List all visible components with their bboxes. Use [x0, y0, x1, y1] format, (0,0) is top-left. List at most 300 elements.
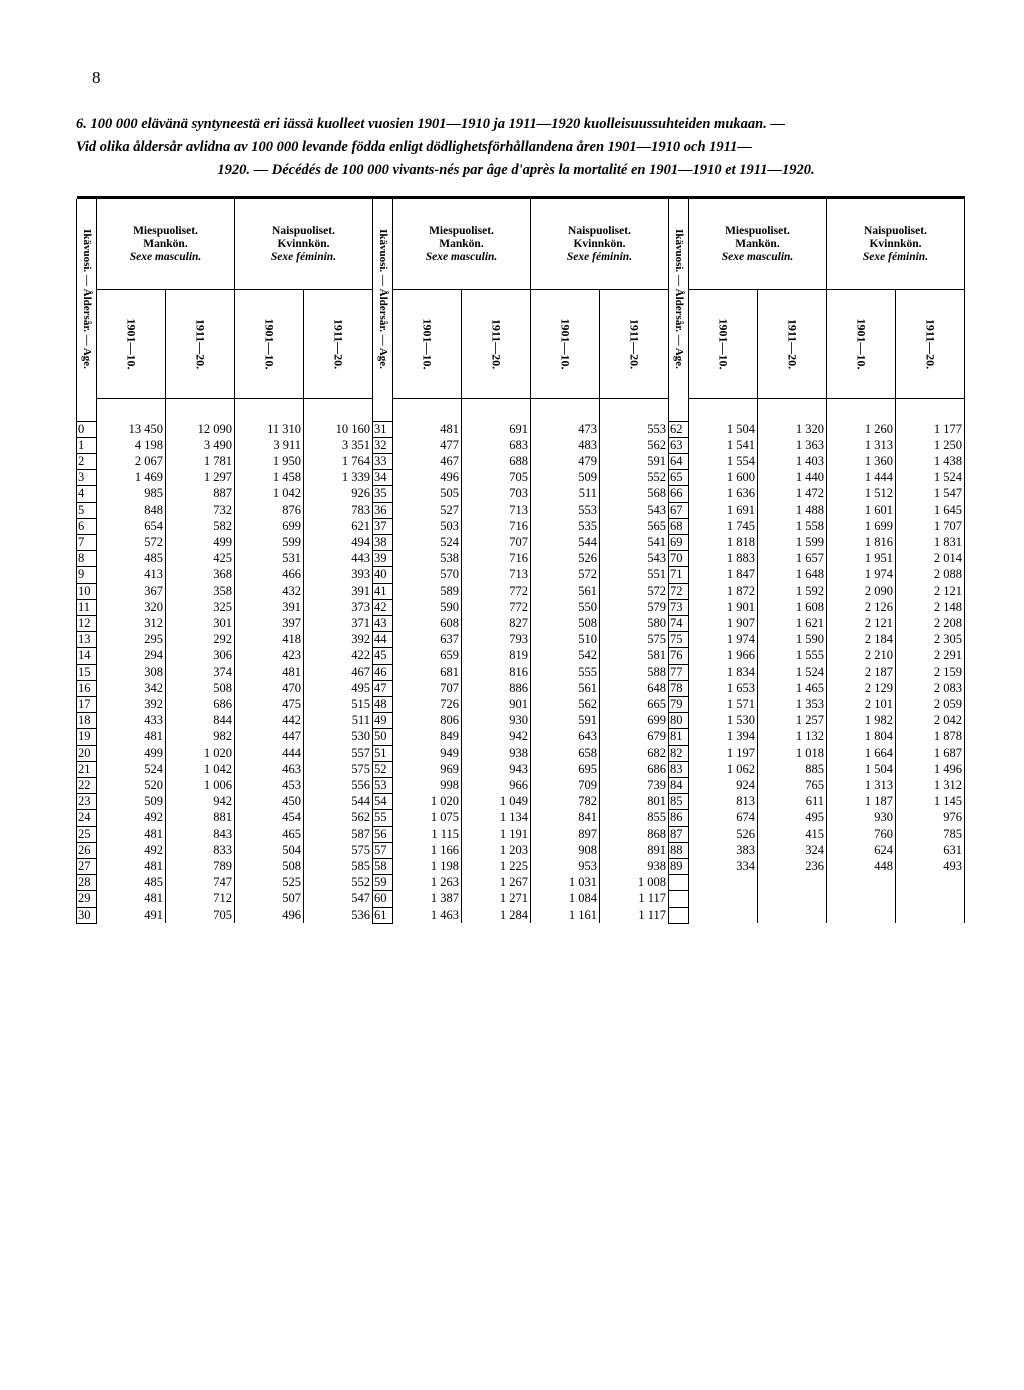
value-cell: 765 [758, 777, 827, 793]
age-cell: 87 [669, 826, 689, 842]
age-cell: 16 [77, 680, 97, 696]
value-cell: 475 [235, 696, 304, 712]
value-cell: 686 [600, 761, 669, 777]
value-cell: 1 313 [827, 777, 896, 793]
value-cell: 481 [235, 664, 304, 680]
period-header-label: 1911—20. [785, 318, 800, 370]
table-row [77, 599, 965, 615]
value-cell: 1 601 [827, 502, 896, 518]
value-cell: 447 [235, 729, 304, 745]
value-cell [896, 891, 965, 907]
value-cell: 10 160 [304, 421, 373, 437]
value-cell: 515 [304, 696, 373, 712]
age-cell: 58 [373, 858, 393, 874]
caption-line-finnish: 6. 100 000 elävänä syntyneestä eri iässä kuolleet vuosien 1901—1910 ja 1911—1920 kuolleisuussuhteiden mukaan. — [76, 116, 785, 132]
value-cell: 491 [97, 907, 166, 923]
value-cell: 782 [531, 794, 600, 810]
value-cell: 2 184 [827, 632, 896, 648]
value-cell: 1 472 [758, 486, 827, 502]
value-cell: 2 148 [896, 599, 965, 615]
table-row [77, 761, 965, 777]
mortality-table [76, 196, 965, 924]
table-row [77, 826, 965, 842]
age-cell: 18 [77, 713, 97, 729]
period-1911-20-header [304, 290, 373, 399]
period-header-label: 1901—10. [262, 318, 277, 370]
value-cell: 543 [600, 502, 669, 518]
age-cell: 9 [77, 567, 97, 583]
value-cell: 1 831 [896, 534, 965, 550]
value-cell: 659 [393, 648, 462, 664]
value-cell: 544 [531, 534, 600, 550]
value-cell: 703 [462, 486, 531, 502]
period-header-label: 1911—20. [193, 318, 208, 370]
age-cell: 63 [669, 437, 689, 453]
age-cell: 72 [669, 583, 689, 599]
age-column-header [373, 199, 393, 399]
female-group-header [531, 199, 669, 290]
age-cell: 5 [77, 502, 97, 518]
value-cell: 1 590 [758, 632, 827, 648]
value-cell: 1 504 [827, 761, 896, 777]
value-cell: 467 [304, 664, 373, 680]
age-cell: 3 [77, 470, 97, 486]
value-cell: 588 [600, 664, 669, 680]
value-cell: 530 [304, 729, 373, 745]
value-cell: 1 363 [758, 437, 827, 453]
value-cell: 848 [97, 502, 166, 518]
age-cell: 61 [373, 907, 393, 923]
value-cell: 453 [235, 777, 304, 793]
value-cell: 943 [462, 761, 531, 777]
value-cell: 508 [166, 680, 235, 696]
value-cell: 485 [97, 875, 166, 891]
value-cell: 1 458 [235, 470, 304, 486]
value-cell: 1 161 [531, 907, 600, 923]
value-cell: 524 [393, 534, 462, 550]
value-cell: 499 [97, 745, 166, 761]
value-cell: 827 [462, 615, 531, 631]
male-header-sv: Mankön. [439, 237, 484, 250]
value-cell: 467 [393, 453, 462, 469]
table-row [77, 470, 965, 486]
value-cell: 1 571 [689, 696, 758, 712]
value-cell: 553 [531, 502, 600, 518]
male-group-header [393, 199, 531, 290]
value-cell: 709 [531, 777, 600, 793]
value-cell: 806 [393, 713, 462, 729]
value-cell: 681 [393, 664, 462, 680]
value-cell: 658 [531, 745, 600, 761]
value-cell: 699 [235, 518, 304, 534]
value-cell: 674 [689, 810, 758, 826]
value-cell: 496 [235, 907, 304, 923]
value-cell: 2 042 [896, 713, 965, 729]
caption-line-swedish: Vid olika åldersår avlidna av 100 000 levande födda enligt dödlighetsförhållandena åren 1901—1910 och 1911— [76, 139, 752, 155]
value-cell: 572 [97, 534, 166, 550]
value-cell [827, 891, 896, 907]
value-cell [689, 875, 758, 891]
age-cell: 88 [669, 842, 689, 858]
value-cell: 1 834 [689, 664, 758, 680]
value-cell: 589 [393, 583, 462, 599]
value-cell: 481 [97, 858, 166, 874]
value-cell: 1 524 [896, 470, 965, 486]
value-cell: 383 [689, 842, 758, 858]
value-cell: 679 [600, 729, 669, 745]
value-cell: 580 [600, 615, 669, 631]
age-cell [669, 907, 689, 923]
age-cell: 68 [669, 518, 689, 534]
value-cell: 2 129 [827, 680, 896, 696]
value-cell: 1 031 [531, 875, 600, 891]
age-cell: 35 [373, 486, 393, 502]
age-cell: 48 [373, 696, 393, 712]
age-cell: 29 [77, 891, 97, 907]
value-cell [758, 907, 827, 923]
value-cell: 292 [166, 632, 235, 648]
value-cell: 1 547 [896, 486, 965, 502]
value-cell [896, 875, 965, 891]
value-cell: 1 645 [896, 502, 965, 518]
value-cell: 493 [896, 858, 965, 874]
age-cell [669, 875, 689, 891]
value-cell: 1 982 [827, 713, 896, 729]
value-cell: 637 [393, 632, 462, 648]
value-cell: 1 512 [827, 486, 896, 502]
value-cell: 1 177 [896, 421, 965, 437]
female-header-sv: Kvinnkön. [869, 237, 922, 250]
age-cell: 79 [669, 696, 689, 712]
table-row [77, 453, 965, 469]
value-cell: 413 [97, 567, 166, 583]
age-cell: 41 [373, 583, 393, 599]
value-cell: 557 [304, 745, 373, 761]
value-cell: 477 [393, 437, 462, 453]
value-cell: 1 608 [758, 599, 827, 615]
value-cell: 1 042 [235, 486, 304, 502]
table-row [77, 551, 965, 567]
age-cell: 86 [669, 810, 689, 826]
value-cell: 526 [689, 826, 758, 842]
table-row [77, 696, 965, 712]
female-header-sv: Kvinnkön. [573, 237, 626, 250]
period-1901-10-header [97, 290, 166, 399]
table-row [77, 680, 965, 696]
female-group-header [235, 199, 373, 290]
value-cell: 926 [304, 486, 373, 502]
value-cell: 425 [166, 551, 235, 567]
value-cell: 479 [531, 453, 600, 469]
value-cell: 423 [235, 648, 304, 664]
male-header-fr: Sexe masculin. [721, 250, 794, 263]
value-cell: 442 [235, 713, 304, 729]
male-header-sv: Mankön. [735, 237, 780, 250]
value-cell: 565 [600, 518, 669, 534]
value-cell: 492 [97, 842, 166, 858]
value-cell: 1 599 [758, 534, 827, 550]
age-cell [669, 891, 689, 907]
value-cell: 611 [758, 794, 827, 810]
age-cell: 57 [373, 842, 393, 858]
value-cell: 443 [304, 551, 373, 567]
value-cell: 3 490 [166, 437, 235, 453]
value-cell: 726 [393, 696, 462, 712]
age-cell: 7 [77, 534, 97, 550]
value-cell: 1 018 [758, 745, 827, 761]
value-cell: 392 [304, 632, 373, 648]
value-cell: 495 [758, 810, 827, 826]
value-cell: 1 804 [827, 729, 896, 745]
value-cell: 901 [462, 696, 531, 712]
age-cell: 54 [373, 794, 393, 810]
age-cell: 47 [373, 680, 393, 696]
value-cell: 547 [304, 891, 373, 907]
value-cell: 1 691 [689, 502, 758, 518]
female-group-header [827, 199, 965, 290]
value-cell: 1 006 [166, 777, 235, 793]
table-row [77, 891, 965, 907]
value-cell: 544 [304, 794, 373, 810]
period-1911-20-header [758, 290, 827, 399]
age-cell: 31 [373, 421, 393, 437]
value-cell: 682 [600, 745, 669, 761]
age-cell: 20 [77, 745, 97, 761]
value-cell: 843 [166, 826, 235, 842]
value-cell: 367 [97, 583, 166, 599]
value-cell: 511 [304, 713, 373, 729]
value-cell: 665 [600, 696, 669, 712]
value-cell: 699 [600, 713, 669, 729]
age-cell: 0 [77, 421, 97, 437]
value-cell: 1 284 [462, 907, 531, 923]
male-header-fr: Sexe masculin. [425, 250, 498, 263]
value-cell: 1 687 [896, 745, 965, 761]
value-cell: 11 310 [235, 421, 304, 437]
value-cell: 1 250 [896, 437, 965, 453]
value-cell: 433 [97, 713, 166, 729]
value-cell: 481 [97, 891, 166, 907]
value-cell: 713 [462, 502, 531, 518]
value-cell: 1 320 [758, 421, 827, 437]
value-cell: 295 [97, 632, 166, 648]
value-cell: 494 [304, 534, 373, 550]
value-cell: 572 [531, 567, 600, 583]
value-cell: 1 263 [393, 875, 462, 891]
value-cell: 712 [166, 891, 235, 907]
value-cell: 985 [97, 486, 166, 502]
value-cell: 2 121 [896, 583, 965, 599]
value-cell: 2 187 [827, 664, 896, 680]
value-cell: 585 [304, 858, 373, 874]
table-row [77, 842, 965, 858]
age-cell: 64 [669, 453, 689, 469]
value-cell: 868 [600, 826, 669, 842]
table-row [77, 794, 965, 810]
value-cell: 3 351 [304, 437, 373, 453]
value-cell: 432 [235, 583, 304, 599]
male-group-header [689, 199, 827, 290]
value-cell: 392 [97, 696, 166, 712]
value-cell: 1 166 [393, 842, 462, 858]
age-cell: 78 [669, 680, 689, 696]
age-cell: 30 [77, 907, 97, 923]
period-1901-10-header [393, 290, 462, 399]
value-cell: 695 [531, 761, 600, 777]
value-cell: 2 067 [97, 453, 166, 469]
male-group-header [97, 199, 235, 290]
value-cell: 713 [462, 567, 531, 583]
value-cell: 1 469 [97, 470, 166, 486]
age-cell: 12 [77, 615, 97, 631]
table-caption [76, 113, 956, 182]
value-cell: 473 [531, 421, 600, 437]
value-cell: 568 [600, 486, 669, 502]
table-row [77, 583, 965, 599]
value-cell: 1 951 [827, 551, 896, 567]
value-cell: 525 [235, 875, 304, 891]
value-cell: 575 [600, 632, 669, 648]
age-header-label: Ikävuosi. — Åldersår. — Age. [376, 228, 389, 369]
value-cell: 1 020 [393, 794, 462, 810]
value-cell: 1 339 [304, 470, 373, 486]
value-cell: 579 [600, 599, 669, 615]
age-cell: 4 [77, 486, 97, 502]
table-row [77, 502, 965, 518]
value-cell: 483 [531, 437, 600, 453]
age-cell: 85 [669, 794, 689, 810]
age-cell: 21 [77, 761, 97, 777]
value-cell: 531 [235, 551, 304, 567]
value-cell: 624 [827, 842, 896, 858]
value-cell: 507 [235, 891, 304, 907]
value-cell: 897 [531, 826, 600, 842]
value-cell: 527 [393, 502, 462, 518]
age-cell: 26 [77, 842, 97, 858]
value-cell: 1 225 [462, 858, 531, 874]
value-cell: 1 271 [462, 891, 531, 907]
value-cell: 1 555 [758, 648, 827, 664]
value-cell: 789 [166, 858, 235, 874]
value-cell: 510 [531, 632, 600, 648]
value-cell: 691 [462, 421, 531, 437]
value-cell: 1 187 [827, 794, 896, 810]
value-cell: 966 [462, 777, 531, 793]
age-cell: 82 [669, 745, 689, 761]
value-cell: 688 [462, 453, 531, 469]
age-cell: 80 [669, 713, 689, 729]
value-cell: 2 059 [896, 696, 965, 712]
age-cell: 39 [373, 551, 393, 567]
page-number: 8 [92, 68, 101, 87]
value-cell: 1 541 [689, 437, 758, 453]
value-cell: 556 [304, 777, 373, 793]
value-cell: 342 [97, 680, 166, 696]
period-header-label: 1901—10. [716, 318, 731, 370]
age-cell: 71 [669, 567, 689, 583]
value-cell: 2 291 [896, 648, 965, 664]
table-row [77, 421, 965, 437]
value-cell: 1 621 [758, 615, 827, 631]
value-cell: 716 [462, 518, 531, 534]
value-cell: 1 592 [758, 583, 827, 599]
period-header-label: 1911—20. [489, 318, 504, 370]
value-cell: 1 950 [235, 453, 304, 469]
period-1911-20-header [896, 290, 965, 399]
male-header-sv: Mankön. [143, 237, 188, 250]
value-cell: 1 115 [393, 826, 462, 842]
value-cell: 1 444 [827, 470, 896, 486]
value-cell: 1 524 [758, 664, 827, 680]
value-cell: 4 198 [97, 437, 166, 453]
value-cell: 1 816 [827, 534, 896, 550]
table-row [77, 567, 965, 583]
value-cell: 1 062 [689, 761, 758, 777]
value-cell: 415 [758, 826, 827, 842]
value-cell: 236 [758, 858, 827, 874]
age-cell: 65 [669, 470, 689, 486]
value-cell [689, 891, 758, 907]
table-row [77, 437, 965, 453]
value-cell: 949 [393, 745, 462, 761]
period-header-label: 1911—20. [627, 318, 642, 370]
age-cell: 42 [373, 599, 393, 615]
value-cell: 1 907 [689, 615, 758, 631]
age-cell: 81 [669, 729, 689, 745]
value-cell: 591 [600, 453, 669, 469]
value-cell: 1 664 [827, 745, 896, 761]
value-cell: 508 [531, 615, 600, 631]
female-header-fr: Sexe féminin. [566, 250, 633, 263]
value-cell: 393 [304, 567, 373, 583]
value-cell: 1 496 [896, 761, 965, 777]
age-cell: 89 [669, 858, 689, 874]
value-cell: 466 [235, 567, 304, 583]
age-cell: 43 [373, 615, 393, 631]
age-cell: 53 [373, 777, 393, 793]
value-cell: 2 208 [896, 615, 965, 631]
value-cell: 1 198 [393, 858, 462, 874]
value-cell: 371 [304, 615, 373, 631]
value-cell: 572 [600, 583, 669, 599]
value-cell: 1 084 [531, 891, 600, 907]
age-cell: 55 [373, 810, 393, 826]
value-cell: 1 042 [166, 761, 235, 777]
period-header-label: 1911—20. [331, 318, 346, 370]
value-cell: 1 353 [758, 696, 827, 712]
value-cell: 422 [304, 648, 373, 664]
age-cell: 60 [373, 891, 393, 907]
value-cell: 541 [600, 534, 669, 550]
value-cell: 1 438 [896, 453, 965, 469]
value-cell: 2 126 [827, 599, 896, 615]
value-cell: 553 [600, 421, 669, 437]
value-cell: 813 [689, 794, 758, 810]
period-1901-10-header [235, 290, 304, 399]
value-cell: 504 [235, 842, 304, 858]
table-row [77, 729, 965, 745]
value-cell: 524 [97, 761, 166, 777]
value-cell: 942 [462, 729, 531, 745]
value-cell: 785 [896, 826, 965, 842]
value-cell: 908 [531, 842, 600, 858]
value-cell: 454 [235, 810, 304, 826]
value-cell: 1 465 [758, 680, 827, 696]
value-cell: 1 312 [896, 777, 965, 793]
value-cell: 885 [758, 761, 827, 777]
value-cell: 783 [304, 502, 373, 518]
value-cell: 881 [166, 810, 235, 826]
